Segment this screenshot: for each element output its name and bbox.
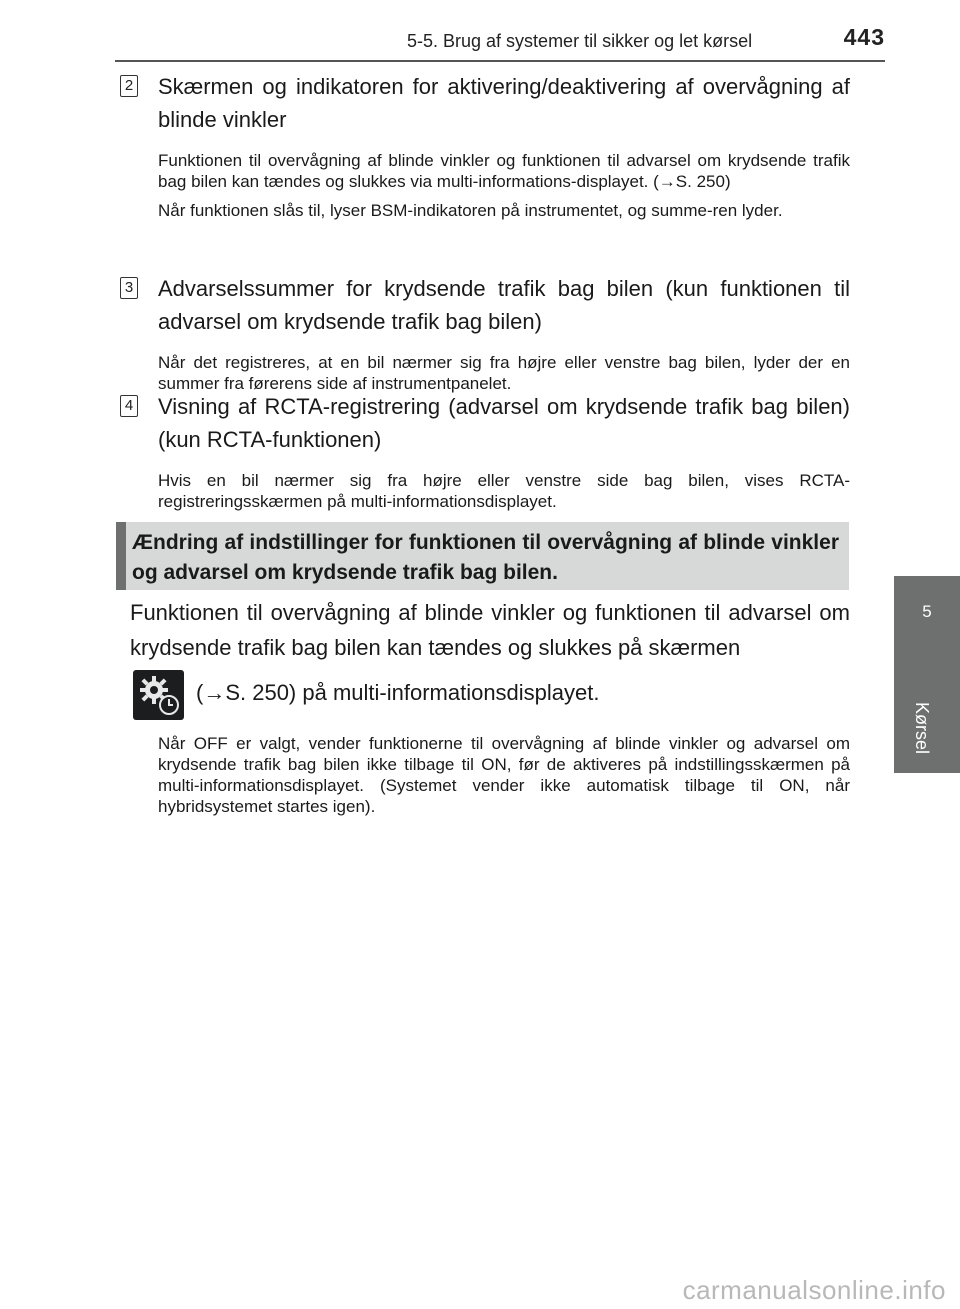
chapter-side-tab (894, 576, 960, 773)
list-item-4 (120, 390, 850, 520)
chapter-number: 5 (922, 602, 932, 621)
note-paragraph: Når OFF er valgt, vender funktionerne til overvågning af blinde vinkler og advarsel om krydsende trafik bag bilen ikke tilbage til ON, før de aktiveres på indstillingsskærmen på multi-informationsdisplayet. (Systemet vender ikke automatisk tilbage til ON, når hybridsystemet startes igen). (158, 734, 850, 816)
item-body-paragraph: Når funktionen slås til, lyser BSM-indikatoren på instrumentet, og summe-ren lyder. (158, 201, 783, 220)
item-number-badge: 4 (120, 395, 138, 417)
page-number: 443 (843, 24, 885, 50)
main-paragraph: Funktionen til overvågning af blinde vinkler og funktionen til advarsel om krydsende trafik bag bilen kan tændes og slukkes på skærmen (130, 600, 850, 660)
icon-line-text: (→S. 250) på multi-informationsdisplayet. (196, 680, 600, 705)
item-title: Advarselssummer for krydsende trafik bag bilen (kun funktionen til advarsel om krydsende trafik bag bilen) (158, 276, 850, 334)
item-number-badge: 3 (120, 277, 138, 299)
section-banner (116, 522, 849, 590)
page-header (115, 22, 885, 62)
settings-gear-icon (133, 670, 184, 720)
banner-title: Ændring af indstillinger for funktionen til overvågning af blinde vinkler og advarsel om krydsende trafik bag bilen. (132, 531, 839, 584)
header-divider (115, 60, 885, 62)
item-body (158, 352, 850, 394)
item-body (158, 150, 850, 221)
item-body-paragraph: Når det registreres, at en bil nærmer sig fra højre eller venstre bag bilen, lyder der en summer fra førerens side af instrumentpanelet. (158, 353, 850, 393)
item-body-paragraph: Hvis en bil nærmer sig fra højre eller venstre side bag bilen, vises RCTA-registreringsskærmen på multi-informationsdisplayet. (158, 471, 850, 511)
icon-reference-line (133, 670, 853, 720)
item-number-badge: 2 (120, 75, 138, 97)
item-body (158, 470, 850, 512)
section-title: 5-5. Brug af systemer til sikker og let kørsel (407, 31, 753, 51)
list-item-3 (120, 272, 850, 402)
footer-watermark: carmanualsonline.info (682, 1275, 946, 1305)
item-title: Visning af RCTA-registrering (advarsel om krydsende trafik bag bilen) (kun RCTA-funktionen) (158, 394, 850, 452)
item-body-paragraph: Funktionen til overvågning af blinde vinkler og funktionen til advarsel om krydsende trafik bag bilen kan tændes og slukkes via multi-informations-displayet. (→S. 250) (158, 151, 850, 191)
chapter-label: Kørsel (912, 702, 932, 755)
item-title: Skærmen og indikatoren for aktivering/deaktivering af overvågning af blinde vinkler (158, 74, 850, 132)
list-item-2 (120, 70, 850, 229)
